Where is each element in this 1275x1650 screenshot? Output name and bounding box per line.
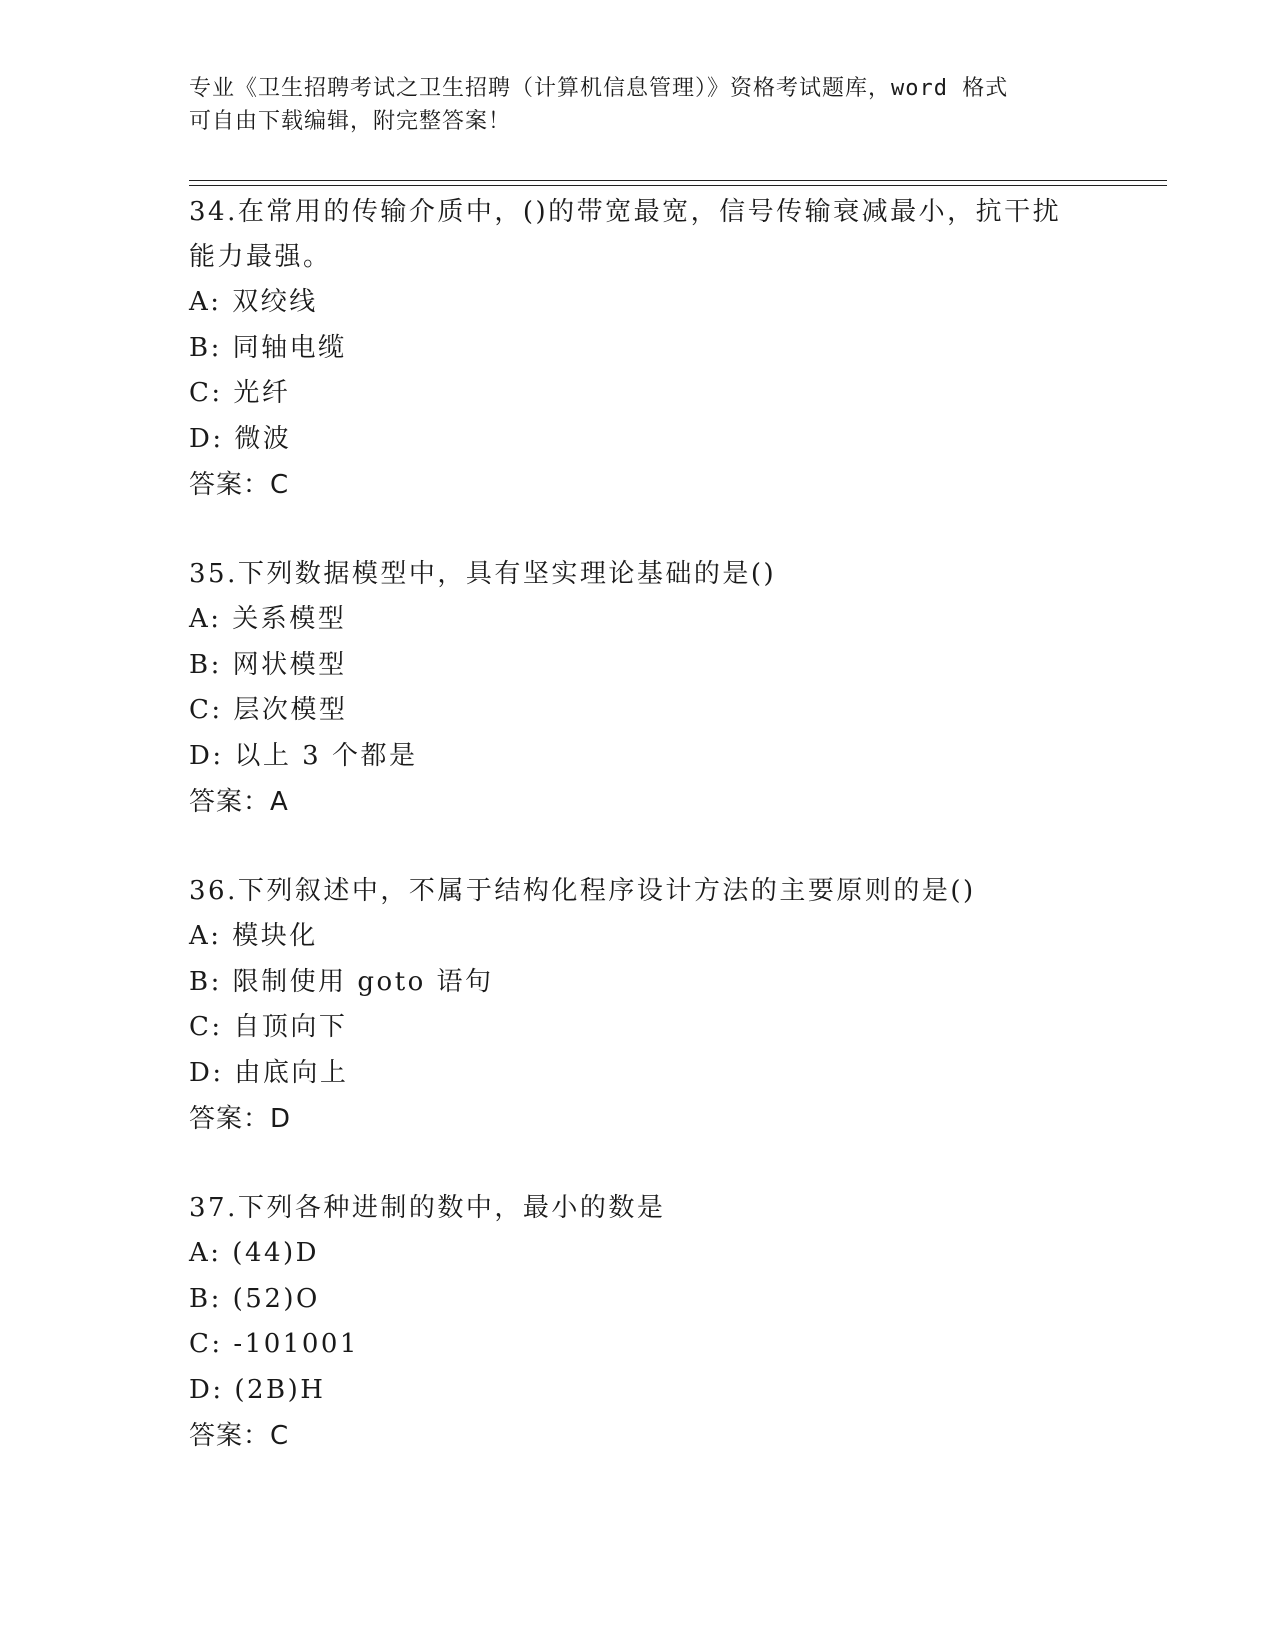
- spacer: [189, 1142, 1149, 1186]
- answer-line: 答案：A: [189, 787, 289, 817]
- header-divider-bottom: [189, 185, 1167, 186]
- question-34: [189, 190, 1149, 508]
- option-b: B: 限制使用 goto 语句: [189, 966, 494, 997]
- question-stem-continued: 能力最强。: [189, 242, 332, 272]
- option-a: A: 双绞线: [189, 287, 318, 317]
- question-stem: 37.下列各种进制的数中，最小的数是: [189, 1193, 666, 1223]
- question-stem: 34.在常用的传输介质中，()的带宽最宽，信号传输衰减最小，抗干扰: [189, 197, 1062, 227]
- document-header: [189, 72, 1089, 138]
- spacer: [189, 508, 1149, 552]
- option-c: C: 层次模型: [189, 695, 348, 725]
- question-36: [189, 869, 1149, 1142]
- question-37: [189, 1186, 1149, 1459]
- header-line-2: 可自由下载编辑，附完整答案！: [189, 109, 512, 134]
- option-b: B: 网状模型: [189, 649, 347, 680]
- answer-line: 答案：D: [189, 1104, 292, 1134]
- question-list: [189, 190, 1149, 1459]
- question-stem: 36.下列叙述中，不属于结构化程序设计方法的主要原则的是(): [189, 876, 976, 906]
- option-d: D: 由底向上: [189, 1057, 349, 1088]
- option-a: A: 关系模型: [189, 604, 347, 634]
- header-divider-top: [189, 180, 1167, 181]
- question-stem: 35.下列数据模型中，具有坚实理论基础的是(): [189, 559, 777, 589]
- option-a: A: 模块化: [189, 921, 318, 951]
- answer-line: 答案：C: [189, 1421, 290, 1451]
- option-c: C: 光纤: [189, 378, 291, 408]
- option-d: D: 以上 3 个都是: [189, 740, 418, 771]
- option-c: C: -101001: [189, 1329, 359, 1359]
- option-c: C: 自顶向下: [189, 1012, 348, 1042]
- option-b: B: 同轴电缆: [189, 332, 347, 363]
- option-b: B: (52)O: [189, 1283, 320, 1314]
- option-d: D: 微波: [189, 423, 292, 454]
- spacer: [189, 825, 1149, 869]
- header-line-1: 专业《卫生招聘考试之卫生招聘（计算机信息管理）》资格考试题库，word 格式: [189, 76, 1009, 101]
- option-a: A: (44)D: [189, 1238, 320, 1268]
- question-35: [189, 552, 1149, 825]
- option-d: D: (2B)H: [189, 1374, 326, 1405]
- answer-line: 答案：C: [189, 470, 290, 500]
